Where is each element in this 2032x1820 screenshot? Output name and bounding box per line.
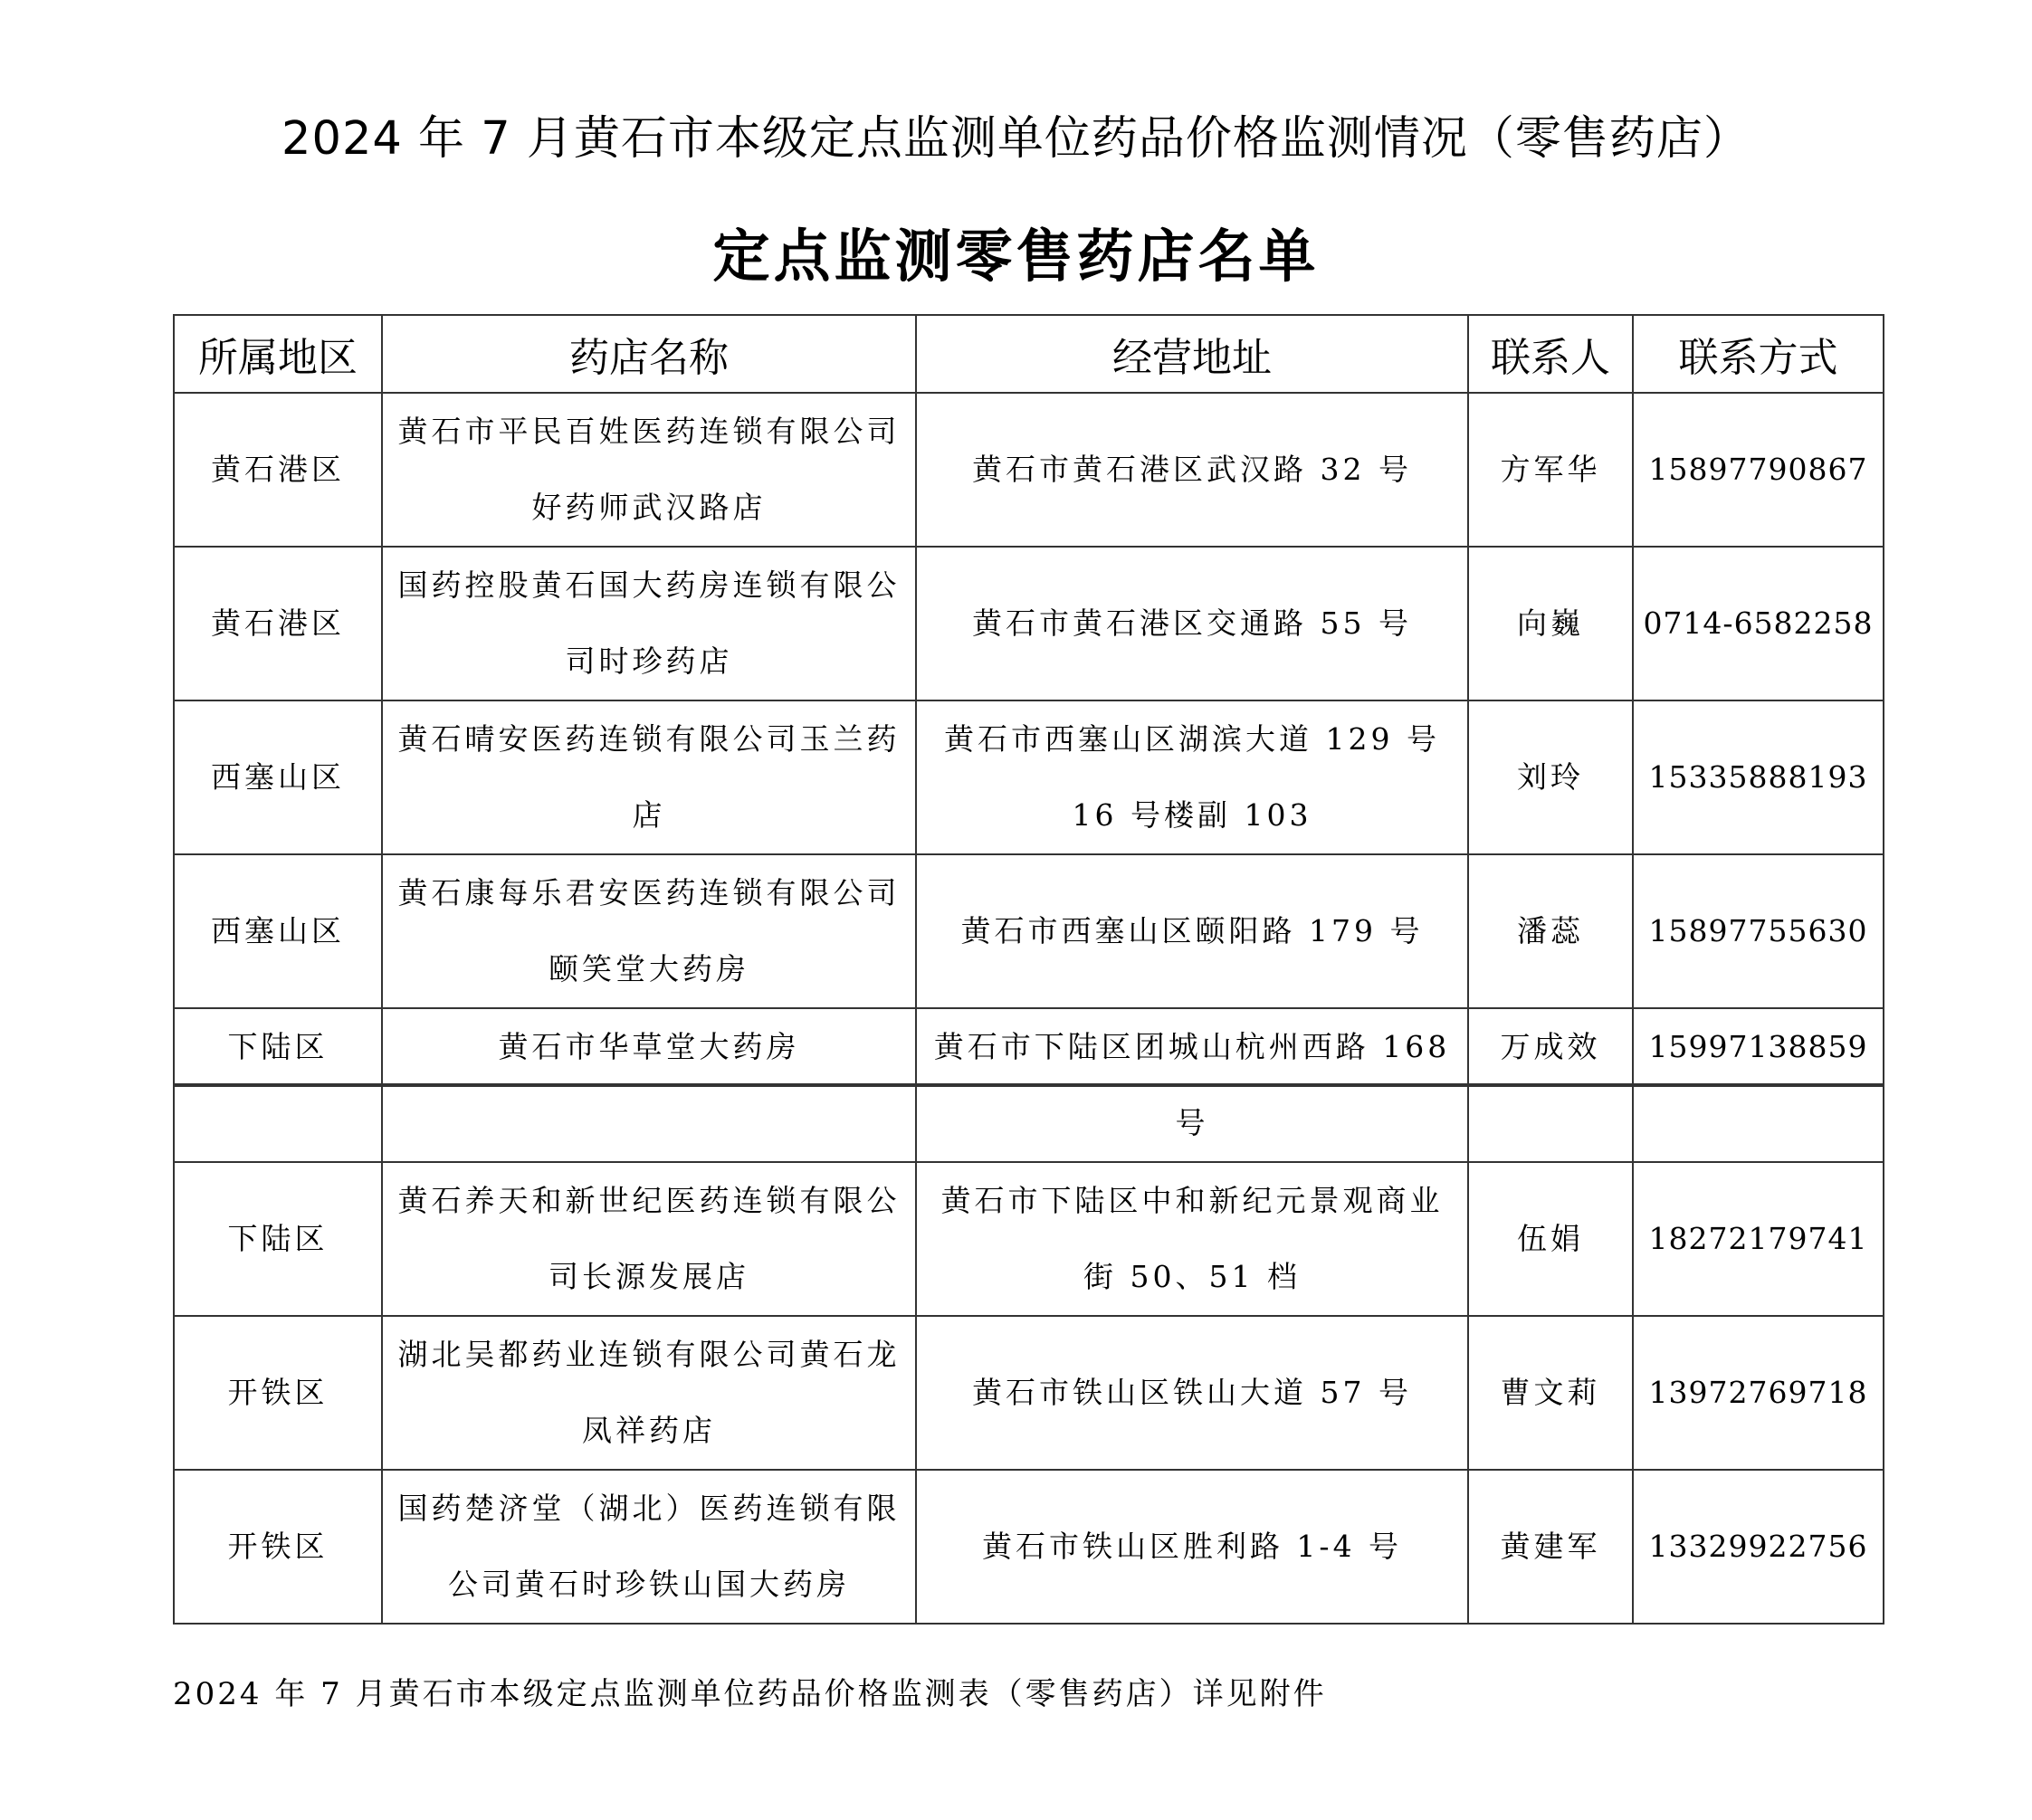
contact-person-cell: 黄建军: [1468, 1470, 1633, 1624]
pharmacy-name-cell: 国药控股黄石国大药房连锁有限公司时珍药店: [382, 547, 916, 700]
phone-cell: 13329922756: [1633, 1470, 1884, 1624]
pharmacy-name-cell: 黄石晴安医药连锁有限公司玉兰药店: [382, 700, 916, 854]
header-pharmacy-name: 药店名称: [382, 315, 916, 393]
address-cell: 黄石市铁山区胜利路 1-4 号: [916, 1470, 1468, 1624]
district-cell: 西塞山区: [174, 854, 382, 1008]
pharmacy-name-cell: 黄石市平民百姓医药连锁有限公司好药师武汉路店: [382, 393, 916, 547]
district-cell: 下陆区: [174, 1162, 382, 1316]
contact-person-cell: 万成效: [1468, 1008, 1633, 1086]
phone-cell: [1633, 1084, 1884, 1162]
pharmacy-name-cell: 湖北吴都药业连锁有限公司黄石龙凤祥药店: [382, 1316, 916, 1470]
header-phone: 联系方式: [1633, 315, 1884, 393]
table-header-row: [174, 315, 1884, 393]
contact-person-cell: [1468, 1084, 1633, 1162]
address-cell: 号: [916, 1084, 1468, 1162]
contact-person-cell: 伍娟: [1468, 1162, 1633, 1316]
address-cell: 黄石市黄石港区交通路 55 号: [916, 547, 1468, 700]
list-subtitle: 定点监测零售药店名单: [712, 224, 1320, 290]
attachment-note: 2024 年 7 月黄石市本级定点监测单位药品价格监测表（零售药店）详见附件: [173, 1676, 1327, 1712]
continuation-row: [174, 1084, 1884, 1162]
pharmacy-name-cell: 黄石市华草堂大药房: [382, 1008, 916, 1086]
table-row: [174, 1008, 1884, 1086]
address-cell: 黄石市下陆区中和新纪元景观商业街 50、51 档: [916, 1162, 1468, 1316]
table-row: [174, 1162, 1884, 1316]
contact-person-cell: 刘玲: [1468, 700, 1633, 854]
district-cell: 下陆区: [174, 1008, 382, 1086]
pharmacy-name-cell: [382, 1084, 916, 1162]
pharmacy-table-part-2: [173, 1083, 1884, 1625]
phone-cell: 13972769718: [1633, 1316, 1884, 1470]
district-cell: 黄石港区: [174, 547, 382, 700]
phone-cell: 15897755630: [1633, 854, 1884, 1008]
table-row: [174, 854, 1884, 1008]
address-cell: 黄石市黄石港区武汉路 32 号: [916, 393, 1468, 547]
address-cell: 黄石市西塞山区湖滨大道 129 号 16 号楼副 103: [916, 700, 1468, 854]
pharmacy-table-part-1: [173, 314, 1884, 1087]
pharmacy-name-cell: 黄石康每乐君安医药连锁有限公司颐笑堂大药房: [382, 854, 916, 1008]
header-contact-person: 联系人: [1468, 315, 1633, 393]
contact-person-cell: 曹文莉: [1468, 1316, 1633, 1470]
table-row: [174, 393, 1884, 547]
pharmacy-name-cell: 黄石养天和新世纪医药连锁有限公司长源发展店: [382, 1162, 916, 1316]
phone-cell: 15335888193: [1633, 700, 1884, 854]
table-row: [174, 700, 1884, 854]
pharmacy-name-cell: 国药楚济堂（湖北）医药连锁有限公司黄石时珍铁山国大药房: [382, 1470, 916, 1624]
phone-cell: 15997138859: [1633, 1008, 1884, 1086]
header-address: 经营地址: [916, 315, 1468, 393]
address-cell: 黄石市西塞山区颐阳路 179 号: [916, 854, 1468, 1008]
phone-cell: 18272179741: [1633, 1162, 1884, 1316]
district-cell: 开铁区: [174, 1470, 382, 1624]
address-cell: 黄石市铁山区铁山大道 57 号: [916, 1316, 1468, 1470]
district-cell: 西塞山区: [174, 700, 382, 854]
district-cell: 黄石港区: [174, 393, 382, 547]
contact-person-cell: 潘蕊: [1468, 854, 1633, 1008]
address-cell: 黄石市下陆区团城山杭州西路 168: [916, 1008, 1468, 1086]
header-district: 所属地区: [174, 315, 382, 393]
district-cell: [174, 1084, 382, 1162]
table-row: [174, 1316, 1884, 1470]
contact-person-cell: 向巍: [1468, 547, 1633, 700]
page-title: 2024 年 7 月黄石市本级定点监测单位药品价格监测情况（零售药店）: [281, 112, 1751, 166]
table-row: [174, 1470, 1884, 1624]
district-cell: 开铁区: [174, 1316, 382, 1470]
contact-person-cell: 方军华: [1468, 393, 1633, 547]
phone-cell: 15897790867: [1633, 393, 1884, 547]
phone-cell: 0714-6582258: [1633, 547, 1884, 700]
table-row: [174, 547, 1884, 700]
